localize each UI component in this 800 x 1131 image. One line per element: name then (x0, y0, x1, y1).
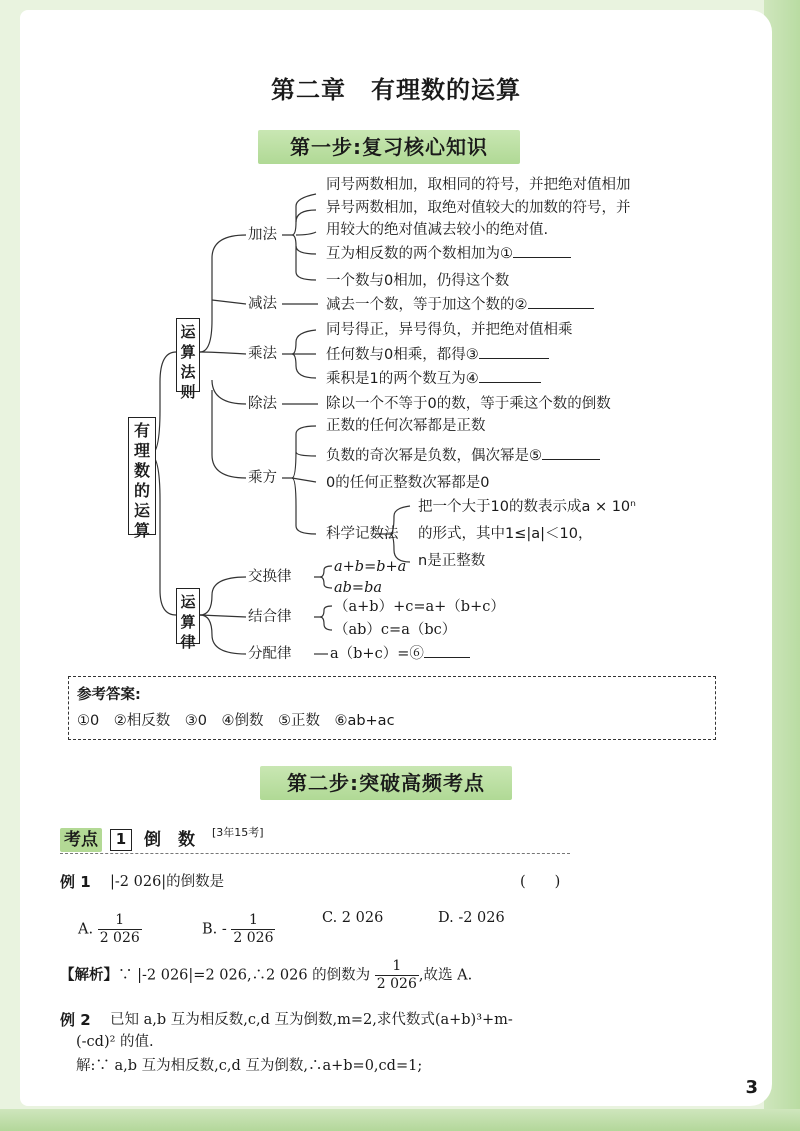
label-sub: 减法 (248, 296, 277, 312)
option-b-fraction: $\frac{1}{2 026}$ (233, 912, 274, 946)
ex1-question: |-2 026|的倒数是 (110, 874, 225, 890)
add-rule-2a: 异号两数相加，取绝对值较大的加数的符号，并 (326, 200, 631, 216)
mul-rule-1: 同号得正，异号得负，并把绝对值相乘 (326, 322, 573, 338)
branch-laws: 运算律 (176, 588, 200, 644)
dist-rule-1: a（b+c）=⑥ (330, 644, 470, 664)
ex2-line-2: (-cd)² 的值. (76, 1034, 154, 1050)
ex2-line-1: 已知 a,b 互为相反数,c,d 互为倒数,m=2,求代数式(a+b)³+m- (110, 1012, 513, 1028)
blank-2 (528, 295, 594, 309)
answer-box (68, 676, 716, 740)
option-a-fraction: $\frac{1}{2 026}$ (99, 912, 140, 946)
solution-fraction: $\frac{1}{2 026}$ (376, 958, 417, 992)
ex1-paren: ( ) (520, 874, 561, 890)
sci-rule-2: 的形式，其中1≤|a|＜10， (418, 526, 593, 542)
page (20, 10, 772, 1106)
assoc-rule-2: （ab）c=a（bc） (334, 622, 457, 638)
pow-rule-1: 正数的任何次幂都是正数 (326, 418, 486, 434)
label-dist: 分配律 (248, 646, 292, 662)
step2-banner: 第二步:突破高频考点 (260, 766, 512, 800)
kaodian-title: 倒 数 (144, 830, 195, 850)
blank-6 (424, 644, 470, 658)
label-add: 加法 (248, 227, 277, 243)
chapter-title: 第二章 有理数的运算 (271, 76, 521, 104)
step1-banner: 第一步:复习核心知识 (258, 130, 520, 164)
answer-title: 参考答案: (77, 687, 141, 703)
comm-rule-2: ab=ba (334, 580, 383, 596)
ex1-option-a: A. $\frac{1}{2 026}$ (78, 912, 140, 946)
sci-label: 科学记数法 (326, 526, 399, 542)
ex1-option-b: B. - $\frac{1}{2 026}$ (202, 912, 274, 946)
kaodian-divider (60, 853, 570, 854)
mul-rule-3: 乘积是1的两个数互为④ (326, 369, 541, 389)
page-edge-bottom (0, 1109, 800, 1131)
ex1-option-c: C. 2 026 (322, 910, 384, 926)
kaodian-tag: 考点 (60, 828, 102, 852)
pow-rule-3: 0的任何正整数次幂都是0 (326, 475, 490, 491)
pow-rule-2: 负数的奇次幂是负数，偶次幂是⑤ (326, 446, 600, 466)
label-div: 除法 (248, 396, 277, 412)
add-rule-1: 同号两数相加，取相同的符号，并把绝对值相加 (326, 177, 631, 193)
mindmap-root: 有理数的运算 (128, 417, 156, 535)
add-rule-4: 一个数与0相加，仍得这个数 (326, 273, 510, 289)
label-assoc: 结合律 (248, 609, 292, 625)
answer-items: ①0 ②相反数 ③0 ④倒数 ⑤正数 ⑥ab+ac (77, 713, 395, 729)
div-rule-1: 除以一个不等于0的数，等于乘这个数的倒数 (326, 396, 611, 412)
mul-rule-2: 任何数与0相乘，都得③ (326, 345, 549, 365)
label-pow: 乘方 (248, 470, 277, 486)
blank-3 (479, 345, 549, 359)
ex1-solution: 【解析】∵ |-2 026|=2 026,∴2 026 的倒数为 $\frac{1}{2 026}$ ,故选 A. (60, 958, 473, 992)
blank-4 (479, 369, 541, 383)
sci-rule-3: n是正整数 (418, 553, 486, 569)
kaodian-number: 1 (110, 829, 132, 851)
sub-rule-1: 减去一个数，等于加这个数的② (326, 295, 594, 315)
blank-1 (513, 244, 571, 258)
label-comm: 交换律 (248, 569, 292, 585)
blank-5 (542, 446, 600, 460)
add-rule-2b: 用较大的绝对值减去较小的绝对值. (326, 222, 549, 238)
ex2-solution: 解:∵ a,b 互为相反数,c,d 互为倒数,∴a+b=0,cd=1; (76, 1058, 423, 1074)
ex2-label: 例 2 (60, 1011, 91, 1029)
page-number: 3 (745, 1077, 758, 1098)
label-mul: 乘法 (248, 346, 277, 362)
sci-rule-1: 把一个大于10的数表示成a × 10ⁿ (418, 499, 636, 515)
ex1-option-d: D. -2 026 (438, 910, 505, 926)
add-rule-3: 互为相反数的两个数相加为① (326, 244, 571, 264)
ex1-label: 例 1 (60, 873, 91, 891)
kaodian-frequency: [3年15考] (212, 826, 264, 839)
branch-rules: 运算法则 (176, 318, 200, 392)
assoc-rule-1: （a+b）+c=a+（b+c） (334, 599, 505, 615)
comm-rule-1: a+b=b+a (334, 559, 407, 575)
